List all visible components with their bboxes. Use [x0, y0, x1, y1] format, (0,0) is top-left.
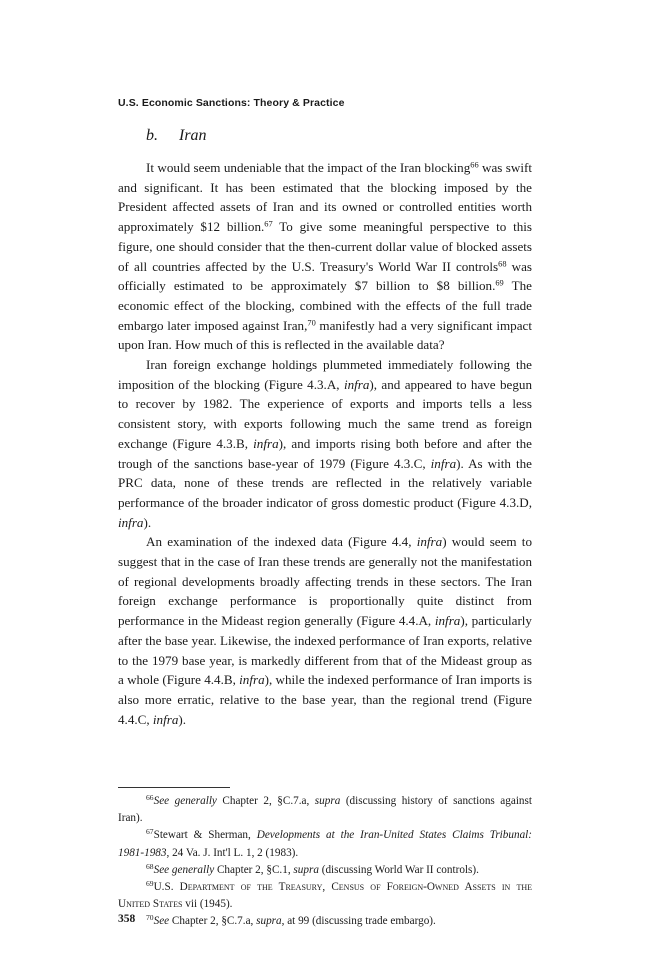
infra-citation: infra — [430, 455, 457, 471]
infra-citation: infra — [253, 435, 279, 451]
text-run: ) would seem to suggest that in the case of Iran these trends are generally not the manifestation of regional developments broadly affecting trends in these sectors. The Iran foreign exchange performance is proportionally quite distinct from performance in the Mideast region generally (Figure 4.4.A, — [118, 534, 532, 629]
text-run: vii (1945). — [182, 898, 233, 911]
text-run: ). — [178, 711, 187, 727]
footnote-number: 66 — [146, 793, 154, 802]
footnote-number: 70 — [146, 913, 154, 923]
text-run: Chapter 2, §C.7.a, — [216, 795, 315, 807]
text-run: manifestly had a very significant impact upon Iran. How much of this is reflected in the available data? — [118, 317, 532, 353]
paragraph-2 — [118, 355, 532, 532]
supra-citation: supra — [314, 795, 341, 807]
running-head: U.S. Economic Sanctions: Theory & Practice — [118, 97, 345, 109]
text-run: , 24 Va. J. Int'l L. 1, 2 (1983). — [166, 846, 299, 859]
infra-citation: infra — [343, 376, 370, 392]
footnote-ref-67[interactable]: 67 — [264, 219, 273, 229]
supra-citation: supra — [256, 915, 282, 928]
footnote-68 — [118, 862, 532, 879]
text-run: ). As with the PRC data, none of these trends are reflected in the relatively variable performance of the broader indicator of gross domestic product (Figure 4.3.D, — [118, 455, 532, 510]
footnote-66 — [118, 793, 532, 827]
text-run: (discussing World War II controls). — [318, 863, 479, 876]
infra-citation: infra — [434, 613, 461, 629]
footnote-ref-68[interactable]: 68 — [498, 259, 507, 269]
text-run: , at 99 (discussing trade embargo). — [281, 915, 436, 928]
text-run: To give some meaningful perspective to this figure, one should consider that the then-current dollar value of blocked assets of all countries affected by the U.S. Treasury's World War II controls — [118, 219, 532, 274]
footnote-67 — [118, 827, 532, 861]
footnote-number: 67 — [146, 827, 154, 837]
text-run: U.S. — [153, 881, 180, 894]
text-run: The economic effect of the blocking, combined with the effects of the full trade embargo later imposed against Iran, — [118, 278, 532, 333]
footnote-70 — [118, 913, 532, 930]
paragraph-1 — [118, 158, 532, 355]
report-title: Department of the Treasury, Census of Foreign-Owned Assets in the United States — [118, 881, 532, 911]
section-label: b. — [146, 127, 158, 144]
footnotes — [118, 793, 532, 931]
supra-citation: supra — [293, 863, 319, 876]
signal: See generally — [153, 795, 217, 807]
footnote-69 — [118, 879, 532, 913]
infra-citation: infra — [239, 672, 265, 688]
footnote-divider — [118, 787, 230, 788]
text-run: was swift and significant. It has been estimated that the blocking imposed by the President affected assets of Iran and its owned or controlled entities worth approximately $12 billion. — [118, 160, 532, 235]
text-run: Chapter 2, §C.7.a, — [169, 915, 257, 928]
section-title: Iran — [179, 127, 207, 144]
text-run: Iran foreign exchange holdings plummeted immediately following the imposition of the blocking (Figure 4.3.A, — [118, 357, 532, 392]
section-heading — [146, 127, 207, 145]
text-run: was officially estimated to be approximately $7 billion to $8 billion. — [118, 258, 532, 294]
infra-citation: infra — [152, 711, 179, 727]
text-run: ), particularly after the base year. Likewise, the indexed performance of Iran exports, relative to the 1979 base year, is markedly different from that of the Mideast group as a whole (Figure 4.4.B, — [118, 613, 532, 688]
text-run: (discussing history of sanctions against Iran). — [118, 795, 532, 825]
footnote-number: 69 — [146, 879, 154, 889]
paragraph-3 — [118, 532, 532, 729]
signal: See generally — [153, 863, 215, 876]
article-title: Developments at the Iran-United States Claims Tribunal: 1981-1983 — [118, 829, 532, 859]
text-run: ), and appeared to have begun to recover by 1982. The experience of exports and imports tells a less consistent story, with exports following much the same trend as foreign exchange (Figure 4.3.B, — [118, 376, 532, 451]
footnote-number: 68 — [146, 861, 154, 871]
infra-citation: infra — [416, 534, 443, 550]
text-run: Stewart & Sherman, — [153, 829, 257, 842]
footnote-ref-70[interactable]: 70 — [307, 318, 316, 328]
text-run: An examination of the indexed data (Figure 4.4, — [146, 534, 417, 550]
footnote-ref-69[interactable]: 69 — [495, 278, 504, 288]
text-run: ), while the indexed performance of Iran imports is also more erratic, relative to the base year, than the regional trend (Figure 4.4.C, — [118, 672, 532, 727]
footnote-ref-66[interactable]: 66 — [470, 160, 479, 170]
page-number: 358 — [118, 913, 136, 925]
text-run: ), and imports rising both before and after the trough of the sanctions base-year of 1979 (Figure 4.3.C, — [118, 435, 532, 471]
infra-citation: infra — [118, 514, 144, 530]
signal: See — [153, 915, 170, 928]
text-run: ). — [143, 514, 152, 530]
text-run: It would seem undeniable that the impact of the Iran blocking — [146, 160, 471, 175]
body-text — [118, 158, 532, 729]
text-run: Chapter 2, §C.1, — [214, 863, 294, 876]
